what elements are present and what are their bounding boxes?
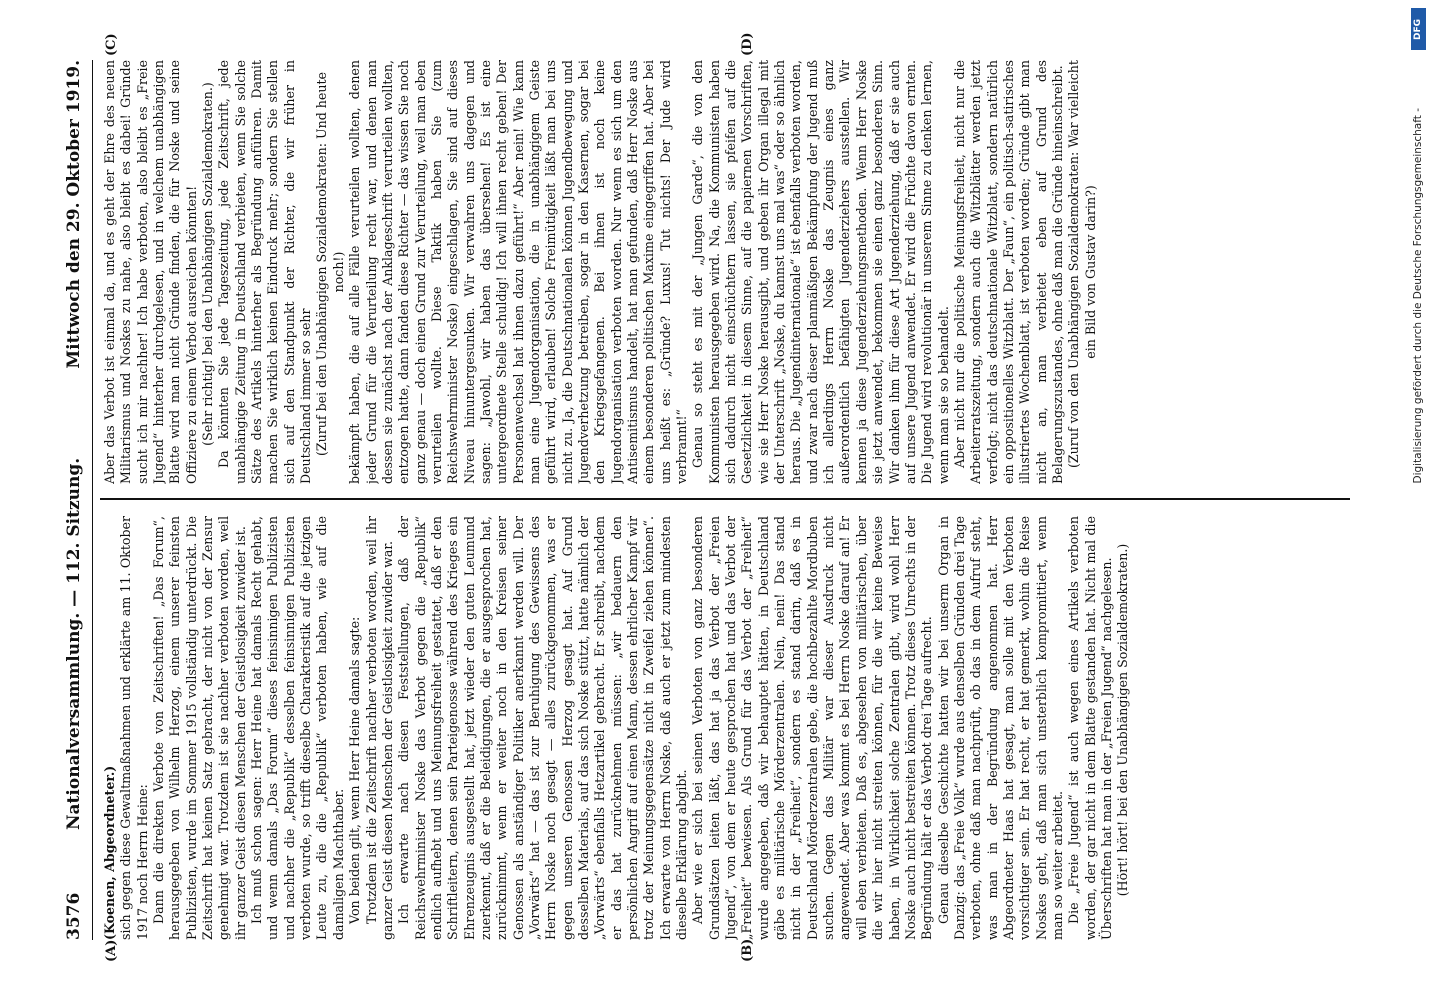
margin-marker-c: (C) xyxy=(104,33,119,56)
paragraph: Die „Freie Jugend“ ist auch wegen eines Artikels verboten worden, der gar nicht in dem Blatte gestanden hat. Nicht mal die Überschriften hat man in der „Freien Jugend“ nachgelesen. xyxy=(1066,516,1114,940)
digitization-watermark xyxy=(1408,8,1430,988)
text-column-right xyxy=(102,60,1282,484)
speaker-attribution: (Koenen, Abgeordneter.) xyxy=(102,765,117,940)
margin-marker-b: (B) xyxy=(740,938,755,962)
dfg-logo-badge: DFG xyxy=(1411,8,1426,50)
paragraph: Aber wie er sich bei seinen Verboten von ganz besonderen Grundsätzen leiten läßt, das hat ja das Verbot der „Freien Jugend“, von dem er heute gesprochen hat und das Verbot der „Freiheit“ bewiesen. Als Grund für das Verbot der „Freiheit“ wurde angegeben, daß wir behauptet hätten, in Deutschland gäbe es militärische Mörderzentralen. Nein, nein! Das stand nicht in der „Freiheit“, sondern es stand darin, daß es in Deutschland Mörderzentralen gebe, die hochbezahlte Mordbuben suchen. Gegen das Militär war dieser Ausdruck nicht angewendet. Aber was kommt es bei Herrn Noske darauf an! Er will eben verbieten. Daß es, abgesehen von militärischen, über die wir hier nicht streiten können, für die wir keine Beweise haben, in Wirklichkeit solche Zentralen gibt, wird wohl Herr Noske auch nicht bestreiten können. Trotz dieses Unrechts in der Begründung hält er das Verbot drei Tage aufrecht. xyxy=(690,516,935,940)
interjection: (Zuruf von den Unabhängigen Sozialdemokraten: War vielleicht ein Bild von Gustav darin?) xyxy=(1066,60,1098,468)
paragraph: Ich muß schon sagen: Herr Heine hat damals Recht gehabt, und wenn damals „Das Forum“ dieses feinsinnigen Publizisten und nachher die „Republik“ desselben feinsinnigen Publizisten verboten wurde, so trifft dieselbe Charakteristik auf die jetzigen Leute zu, die die „Republik“ verboten haben, wie auf die damaligen Machthaber. xyxy=(249,516,346,940)
digitization-credit-text: Digitalisierung gefördert durch die Deutsche Forschungsgemeinschaft - xyxy=(1412,108,1424,484)
column-divider xyxy=(100,499,1350,501)
margin-marker-a: (A) xyxy=(104,939,119,962)
margin-marker-d: (D) xyxy=(740,32,755,56)
page-header xyxy=(58,60,93,940)
paragraph: sich gegen diese Gewaltmaßnahmen und erklärte am 11. Oktober 1917 noch Herrn Heine: xyxy=(118,516,150,940)
paragraph: Da könnten Sie jede Tageszeitung, jede Zeitschrift, jede unabhängige Zeitung in Deutschland verbieten, wenn Sie solche Sätze des Artikels hinterher als Begründung anführen. Damit machen Sie wirklich keinen Eindruck mehr; sondern Sie stellen sich auf den Standpunkt der Richter, die wir früher in Deutschland immer so sehr xyxy=(216,60,314,484)
header-title-right: Mittwoch den 29. Oktober 1919. xyxy=(64,60,84,369)
paragraph: Aber nicht nur die politische Meinungsfreiheit, nicht nur die Arbeiterratszeitung, sondern auch die Witzblätter werden jetzt verfolgt; nicht das deutschnationale Witzblatt, sondern natürlich ein oppositionelles Witzblatt. Der „Faun“, ein politisch-satirisches illustriertes Wochenblatt, ist verboten worden; Gründe gibt man nicht an, man verbietet eben auf Grund des Belagerungszustandes, ohne daß man die Gründe hineinschreibt. xyxy=(951,60,1065,484)
page-number: 3576 xyxy=(64,892,84,940)
paragraph: Von beiden gilt, wenn Herr Heine damals sagte: xyxy=(347,616,363,924)
interjection: (Sehr richtig! bei den Unabhängigen Sozialdemokraten.) xyxy=(200,82,216,446)
paragraph: Aber das Verbot ist einmal da, und es geht der Ehre des neuen Militarismus und Noskes zu nahe, also bleibt es dabei! Gründe sucht ich mir nachher! Ich habe verboten, also bleibt es „Freie Jugend“ hinterher durchgelesen, und in welchem unabhängigen Blatte wird man nicht Gründe finden, die für Noske und seine Offiziere zu einem Verbot ausreichen könnten! xyxy=(102,60,199,484)
quoted-paragraph: Trotzdem ist die Zeitschrift nachher verboten worden, weil ihr ganzer Geist diesen Menschen der Geistlosigkeit zuwider war. xyxy=(363,516,395,940)
interjection: (Hört! hört! bei den Unabhängigen Sozialdemokraten.) xyxy=(1115,543,1131,897)
text-column-left xyxy=(102,516,1282,940)
header-title-left: Nationalversammlung. — 112. Sitzung. xyxy=(64,457,84,830)
paragraph: Ich erwarte nach diesen Feststellungen, daß der Reichswehrminister Noske das Verbot gegen die „Republik“ endlich aufhebt und uns Meinungsfreiheit gestattet, daß er den Schriftleitern, denen sein Parteigenosse während des Krieges ein Ehrenzeugnis ausgestellt hat, jetzt wieder den guten Leumund zuerkennt, daß er die Beleidigungen, die er ausgesprochen hat, zurücknimmt, wenn er weiter noch in den Kreisen seiner Genossen als anständiger Politiker anerkannt werden will. Der „Vorwärts“ hat — das ist zur Beruhigung des Gewissens des Herrn Noske noch gesagt — alles zurückgenommen, was er gegen unseren Genossen Herzog gesagt hat. Auf Grund desselben Materials, auf das sich Noske stützt, hatte nämlich der „Vorwärts“ ebenfalls Hetzartikel gebracht. Er schreibt, nachdem er das hat zurücknehmen müssen: „wir bedauern den persönlichen Angriff auf einen Mann, dessen ehrlicher Kampf wir trotz der Meinungsgegensätze nicht in Zweifel ziehen können“. Ich erwarte von Herrn Noske, daß auch er jetzt zum mindesten dieselbe Erklärung abgibt. xyxy=(396,516,690,940)
interjection: (Zuruf bei den Unabhängigen Sozialdemokraten: Und heute noch!) xyxy=(314,72,346,456)
paragraph: bekämpft haben, die auf alle Fälle verurteilen wollten, denen jeder Grund für die Verurteilung recht war, und denen man dessen sie zunächst nach der Anklageschrift verurteilen wollten, entzogen hatte, dann fanden diese Richter — das wissen Sie noch ganz genau — doch einen Grund zur Verurteilung, weil man eben verurteilen wollte. Diese Taktik haben Sie (zum Reichswehrminister Noske) eingeschlagen, Sie sind auf dieses Niveau hinuntergesunken. Wir verwahren uns dagegen und sagen: „Jawohl, wir haben das übersehen! Es ist eine untergeordnete Stelle schuldig! Ich will ihnen recht geben! Der Personenwechsel hat ihnen dazu geführt!“ Aber nein! Wie kann man eine Jugendorganisation, die in unabhängigem Geiste geführt wird, erlauben! Solche Freimütigkeit läßt man bei uns nicht zu. Ja, die Deutschnationalen können Jugendbewegung und Jugendverhetzung betreiben, sogar in den Kasernen, sogar bei den Kriegsgefangenen. Bei ihnen ist noch keine Jugendorganisation verboten worden. Nur wenn es sich um den Antisemitismus handelt, hat man gefunden, daß Herr Noske aus einem besonderen politischen Maxime eingegriffen hat. Aber bei uns heißt es: „Gründe? Luxus! Tut nichts! Der Jude wird verbrannt!“ xyxy=(347,60,690,484)
quoted-paragraph: Dann die direkten Verbote von Zeitschriften! „Das Forum“, herausgegeben von Wilhelm Herzog, einem unserer feinsten Publizisten, wurde im Sommer 1915 vollständig unterdrückt. Die Zeitschrift hat keinen Satz gebracht, der nicht von der Zensur genehmigt war. Trotzdem ist sie nachher verboten worden, weil ihr ganzer Geist diesen Menschen der Geistlosigkeit zuwider ist. xyxy=(151,516,248,940)
paragraph: Genau so steht es mit der „Jungen Garde“, die von den Kommunisten herausgegeben wird. Na, die Kommunisten haben sich dadurch nicht einschüchtern lassen, sie pfeifen auf die Gesetzlichkeit in diesem Sinne, auf die papiernen Vorschriften, wie sie Herr Noske herausgibt, und geben ihr Organ illegal mit der Unterschrift „Noske, du kannst uns mal was“ oder so ähnlich heraus. Die „Jugendinternationale“ ist ebenfalls verboten worden, und zwar nach dieser planmäßigen Bekämpfung der Jugend muß ich allerdings Herrn Noske das Zeugnis eines ganz außerordentlich befähigten Jugenderziehers ausstellen. Wir kennen ja diese Jugenderziehungsmethoden. Wenn Herr Noske sie jetzt anwendet, bekommen sie einen ganz besonderen Sinn. Wir danken ihm für diese Art Jugenderziehung, daß er sie auch auf unsere Jugend anwendet. Er wird die Früchte davon ernten. Die Jugend wird revolutionär in unserem Sinne zu denken lernen, wenn man sie so behandelt. xyxy=(690,60,951,484)
paragraph: Genau dieselbe Geschichte hatten wir bei unserm Organ in Danzig: das „Freie Volk“ wurde aus denselben Gründen drei Tage verboten, ohne daß man nachprüft, ob das in dem Aufruf steht, was man in der Begründung angenommen hat. Herr Abgeordneter Haas hat gesagt, man solle mit den Verboten vorsichtiger sein. Er hat recht, er hat gemerkt, wohin die Reise Noskes geht, daß man sich unsterblich kompromittiert, wenn man so weiter arbeitet. xyxy=(935,516,1065,940)
